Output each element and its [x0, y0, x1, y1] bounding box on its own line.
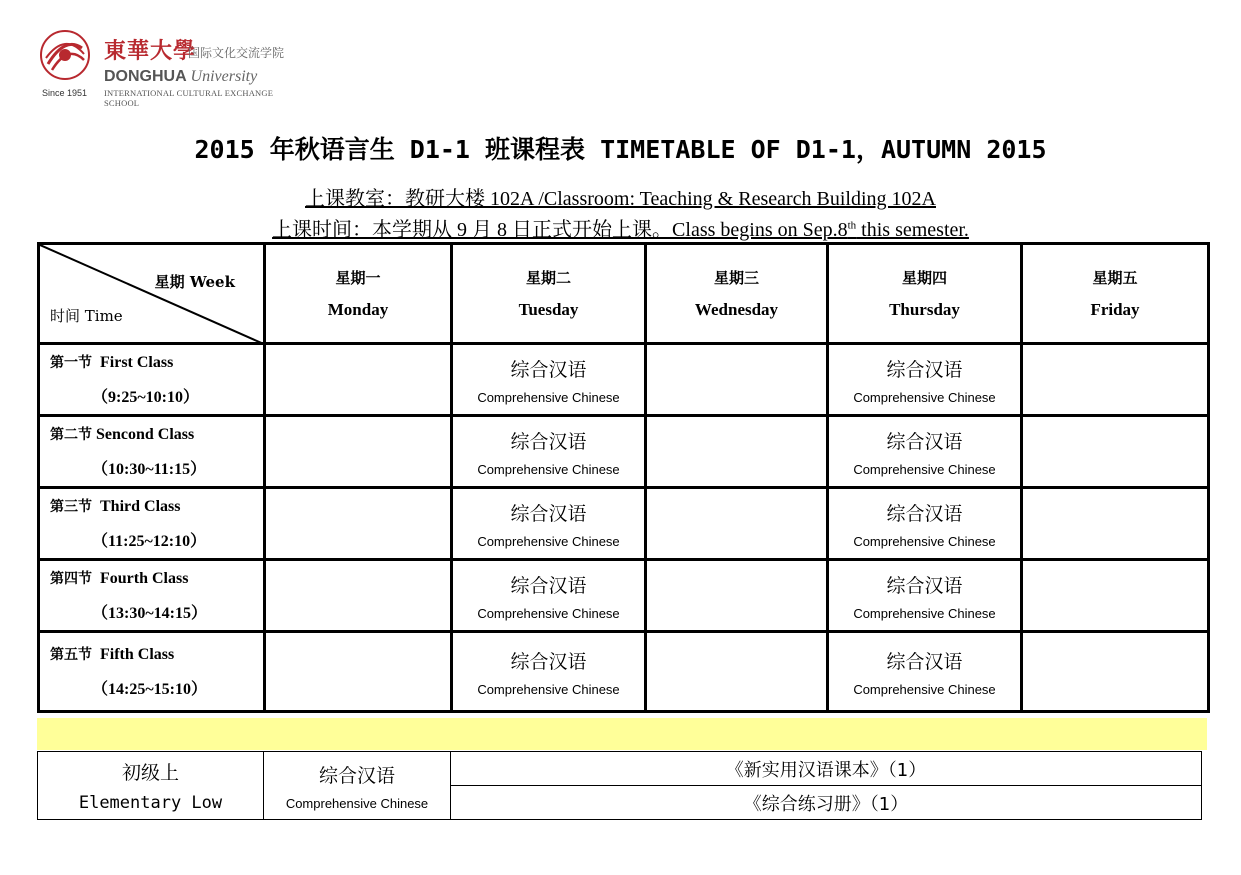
- logo-cn-name: 東華大學: [104, 38, 197, 64]
- cell-empty: [265, 488, 452, 560]
- day-header-friday: 星期五 Friday: [1022, 244, 1209, 344]
- textbook-2: 《综合练习册》（1）: [451, 786, 1202, 820]
- cell-empty: [265, 632, 452, 712]
- week-label: 星期 Week: [154, 273, 235, 291]
- header-row: [39, 244, 1209, 344]
- cell-empty: [646, 560, 828, 632]
- cell-empty: [646, 488, 828, 560]
- highlight-band: [37, 718, 1207, 750]
- period-label: 第二节 Sencond Class （10:30~11:15）: [39, 416, 265, 488]
- corner-cell: [39, 244, 265, 344]
- university-emblem-icon: [38, 28, 92, 82]
- course-cell: 综合汉语 Comprehensive Chinese: [828, 488, 1022, 560]
- day-header-wednesday: 星期三 Wednesday: [646, 244, 828, 344]
- school-logo: [38, 28, 308, 108]
- cell-empty: [1022, 488, 1209, 560]
- period-row: [39, 560, 1209, 632]
- diagonal-line: [40, 245, 266, 345]
- logo-en-italic: University: [190, 68, 258, 85]
- cell-empty: [646, 416, 828, 488]
- cell-empty: [265, 344, 452, 416]
- day-header-thursday: 星期四 Thursday: [828, 244, 1022, 344]
- cell-empty: [265, 560, 452, 632]
- course-cell: 综合汉语 Comprehensive Chinese: [828, 560, 1022, 632]
- level-cell: 初级上 Elementary Low: [38, 752, 264, 820]
- period-label: 第四节 Fourth Class （13:30~14:15）: [39, 560, 265, 632]
- logo-en-name: DONGHUA University: [104, 68, 258, 85]
- cell-empty: [646, 344, 828, 416]
- period-row: [39, 416, 1209, 488]
- start-date-info: 上课时间：本学期从 9 月 8 日正式开始上课。Class begins on Sep.8th this semester.: [272, 219, 969, 241]
- logo-since: Since 1951: [42, 88, 88, 98]
- course-cell: 综合汉语 Comprehensive Chinese: [452, 344, 646, 416]
- book-course-cell: 综合汉语 Comprehensive Chinese: [264, 752, 451, 820]
- cell-empty: [1022, 632, 1209, 712]
- classroom-info: 上课教室：教研大楼 102A /Classroom: Teaching & Research Building 102A: [305, 188, 936, 210]
- course-cell: 综合汉语 Comprehensive Chinese: [452, 416, 646, 488]
- course-cell: 综合汉语 Comprehensive Chinese: [828, 632, 1022, 712]
- cell-empty: [1022, 560, 1209, 632]
- course-cell: 综合汉语 Comprehensive Chinese: [828, 416, 1022, 488]
- logo-cn-sub: 国际文化交流学院: [188, 46, 285, 60]
- period-label: 第一节 First Class （9:25~10:10）: [39, 344, 265, 416]
- day-header-tuesday: 星期二 Tuesday: [452, 244, 646, 344]
- course-cell: 综合汉语 Comprehensive Chinese: [452, 488, 646, 560]
- time-label: 时间 Time: [50, 307, 123, 325]
- period-label: 第五节 Fifth Class （14:25~15:10）: [39, 632, 265, 712]
- period-label: 第三节 Third Class （11:25~12:10）: [39, 488, 265, 560]
- logo-en-sub: INTERNATIONAL CULTURAL EXCHANGE SCHOOL: [104, 88, 274, 108]
- cell-empty: [1022, 416, 1209, 488]
- cell-empty: [1022, 344, 1209, 416]
- period-row: [39, 632, 1209, 712]
- period-row: [39, 488, 1209, 560]
- course-cell: 综合汉语 Comprehensive Chinese: [452, 560, 646, 632]
- day-header-monday: 星期一 Monday: [265, 244, 452, 344]
- textbook-table: [37, 751, 1202, 820]
- cell-empty: [646, 632, 828, 712]
- cell-empty: [265, 416, 452, 488]
- period-row: [39, 344, 1209, 416]
- textbook-1: 《新实用汉语课本》（1）: [451, 752, 1202, 786]
- course-cell: 综合汉语 Comprehensive Chinese: [828, 344, 1022, 416]
- course-cell: 综合汉语 Comprehensive Chinese: [452, 632, 646, 712]
- timetable: [37, 242, 1210, 713]
- page-title: 2015 年秋语言生 D1-1 班课程表 TIMETABLE OF D1-1，AUTUMN 2015: [194, 135, 1047, 164]
